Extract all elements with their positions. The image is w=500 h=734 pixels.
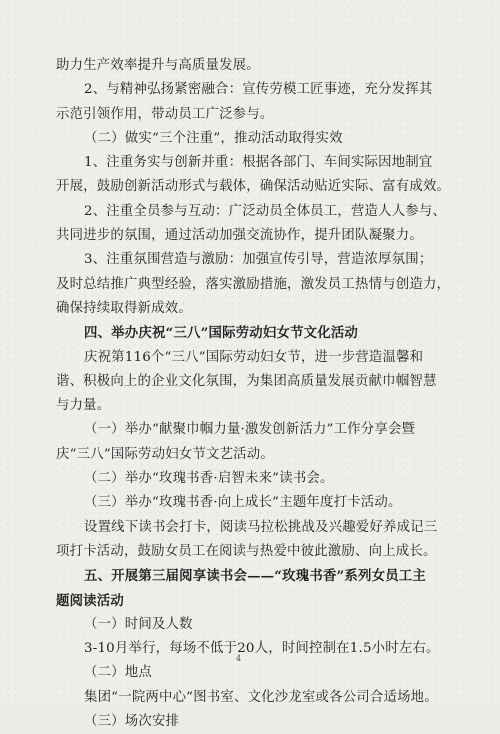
text-line: （三）场次安排 (84, 714, 180, 730)
page-number: 4 (236, 654, 242, 663)
text-line: 五、开展第三届阅享读书会——“玫瑰书香”系列女员工主 (84, 568, 426, 585)
text-line: 及时总结推广典型经验，落实激励措施，激发员工热情与创造力， (56, 276, 451, 292)
text-line: 3-10月举行，每场不低于20人，时间控制在1.5小时左右。 (84, 641, 440, 657)
text-line: 2、与精神弘扬紧密融合：宣传劳模工匠事迹，充分发挥其 (84, 82, 433, 98)
text-line: 与力量。 (56, 398, 111, 414)
text-line: 2、注重全员参与互动：广泛动员全体员工，营造人人参与、 (84, 203, 447, 219)
text-line: 助力生产效率提升与高质量发展。 (56, 58, 260, 73)
text-line: （一）时间及人数 (84, 616, 193, 632)
text-line: 题阅读活动 (56, 592, 124, 609)
text-line: 示范引领作用，带动员工广泛参与。 (56, 106, 274, 122)
text-line: 庆祝第116个“三八”国际劳动妇女节，进一步营造温馨和 (84, 349, 424, 365)
text-line: 确保持续取得新成效。 (56, 300, 192, 316)
text-line: 项打卡活动，鼓励女员工在阅读与热爱中彼此激励、向上成长。 (56, 543, 437, 559)
text-line: 共同进步的氛围，通过活动加强交流协作，提升团队凝聚力。 (56, 228, 423, 244)
text-line: （二）做实“三个注重”，推动活动取得实效 (84, 130, 343, 146)
text-line: 集团“一院两中心”图书室、文化沙龙室或各公司合适场地。 (84, 689, 438, 705)
text-line: （一）举办“献聚巾帼力量·激发创新活力”工作分享会暨 (84, 422, 416, 438)
text-line: （二）举办“玫瑰书香·启智未来”读书会。 (84, 471, 334, 487)
text-line: 1、注重务实与创新并重：根据各部门、车间实际因地制宜 (84, 155, 433, 171)
text-line: 谐、积极向上的企业文化氛围，为集团高质量发展贡献巾帼智慧 (56, 373, 437, 389)
document-body (56, 54, 456, 734)
text-line: 四、举办庆祝“三八”国际劳动妇女节文化活动 (84, 325, 359, 342)
text-line: 3、注重氛围营造与激励：加强宣传引导，营造浓厚氛围； (84, 252, 433, 268)
text-line: 庆“三八”国际劳动妇女节文艺活动。 (56, 446, 274, 462)
text-line: （二）地点 (84, 665, 152, 681)
text-line: （三）举办“玫瑰书香·向上成长”主题年度打卡活动。 (84, 495, 402, 511)
text-line: 设置线下读书会打卡，阅读马拉松挑战及兴趣爱好养成记三 (84, 519, 438, 535)
text-line: 开展，鼓励创新活动形式与载体，确保活动贴近实际、富有成效。 (56, 179, 451, 195)
